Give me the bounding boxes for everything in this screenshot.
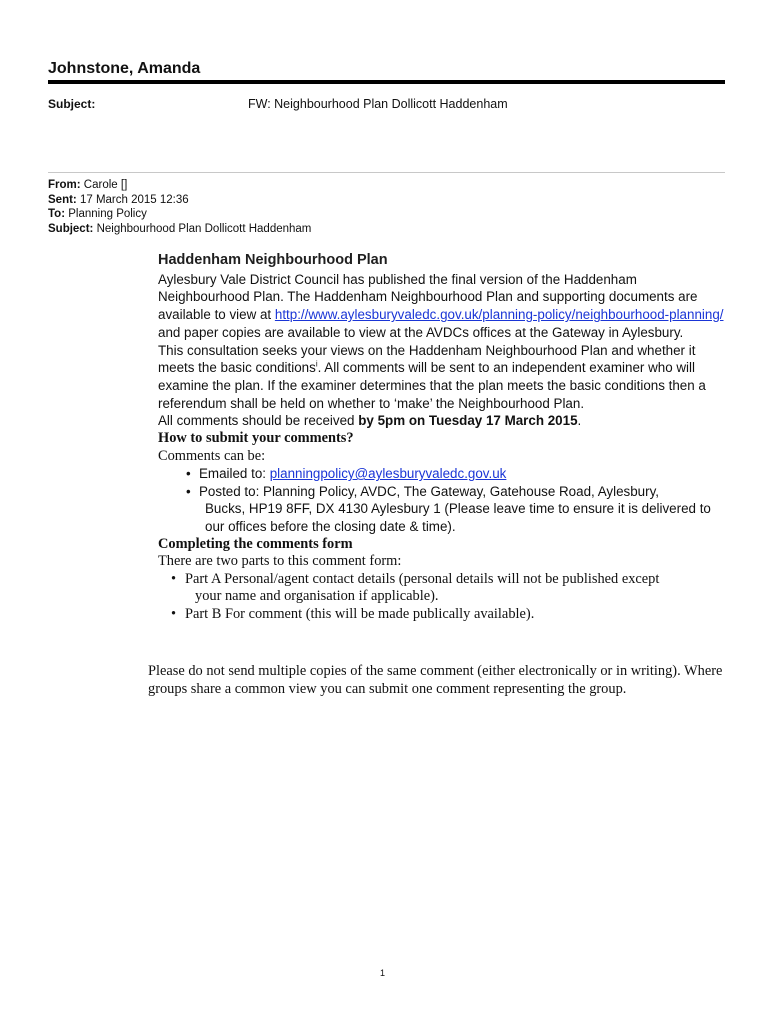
para2-text-a: This consultation seeks your views on the Haddenham Neighbourhood Plan and whether it meets the basic conditions [158,342,696,376]
posted-line-2: Bucks, HP19 8FF, DX 4130 Aylesbury 1 (Please leave time to ensure it is delivered to our offices before the closing date & time). [205,501,711,535]
posted-line-1: Posted to: Planning Policy, AVDC, The Gateway, Gatehouse Road, Aylesbury, [199,483,659,499]
sender-name: Johnstone, Amanda [48,60,201,77]
fwd-subject-value: Neighbourhood Plan Dollicott Haddenham [96,222,312,235]
subject-value: FW: Neighbourhood Plan Dollicott Haddenham [248,97,508,111]
aylesbury-planning-link[interactable]: http://www.aylesburyvaledc.gov.uk/planning-policy/neighbourhood-planning/ [274,307,724,323]
subject-label: Subject: [48,97,96,111]
part-a-line-2: your name and organisation if applicable). [195,588,439,605]
comments-can-be: Comments can be: [158,447,266,464]
forwarded-header [48,178,311,236]
form-parts-list-b [158,606,728,624]
sent-label: Sent: [48,193,77,206]
list-item-part-b [158,606,728,624]
list-item-post [158,483,728,501]
from-line [48,178,311,193]
paragraph-published [158,271,728,342]
submit-methods-list [158,465,728,500]
bullet-glyph: • [171,570,177,587]
paragraph-consultation [158,342,728,413]
para1-text-a: Aylesbury Vale District Council has published the final version of the Haddenham Neighbourhood Plan. The Haddenham Neighbourhood Plan and supporting documents are available to view at [158,271,698,323]
message-body [158,252,728,623]
footnote-marker: i [315,359,318,369]
para2-text-b: . All comments will be sent to an independent examiner who will examine the plan. If the examiner determines that the plan meets the basic conditions then a referendum shall be held on whether to ‘make’ the Neighbourhood Plan. [158,360,706,411]
plan-heading: Haddenham Neighbourhood Plan [158,252,388,268]
para3-text-b: . [577,413,582,429]
sent-value: 17 March 2015 12:36 [79,193,189,206]
planning-email-link[interactable]: planningpolicy@aylesburyvaledc.gov.uk [269,466,507,482]
para3-text-a: All comments should be received [158,413,359,429]
deadline-text: by 5pm on Tuesday 17 March 2015 [358,413,578,429]
to-label: To: [48,208,66,220]
paragraph-deadline [158,412,728,430]
to-value: Planning Policy [68,208,147,220]
completing-section [158,536,728,624]
header-divider [48,80,725,84]
message-divider [48,172,725,173]
bullet-glyph: • [171,605,177,622]
bullet-glyph: • [186,466,191,482]
how-to-submit-heading: How to submit your comments? [158,430,354,447]
from-label: From: [48,179,81,191]
list-item-part-a [158,571,728,589]
bullet-glyph: • [186,483,191,499]
how-to-submit-section [158,430,728,465]
page-number: 1 [380,968,386,978]
to-line [48,207,311,222]
emailed-label: Emailed to: [199,466,270,482]
fwd-subject-label: Subject: [48,222,94,235]
part-b-text: Part B For comment (this will be made publically available). [185,605,535,622]
sent-line [48,193,311,208]
fwd-subject-line [48,222,311,237]
list-item-email [158,465,728,483]
from-value: Carole [] [83,179,128,191]
form-parts-list [158,571,728,589]
completing-heading: Completing the comments form [158,535,353,552]
two-parts-text: There are two parts to this comment form: [158,553,402,570]
closing-paragraph: Please do not send multiple copies of the same comment (either electronically or in writing). Where groups share a common view you can submit one comment representing the group. [148,663,723,697]
part-a-line-1: Part A Personal/agent contact details (personal details will not be published except [185,570,660,587]
para1-text-b: and paper copies are available to view at the AVDCs offices at the Gateway in Aylesbury. [158,324,684,340]
